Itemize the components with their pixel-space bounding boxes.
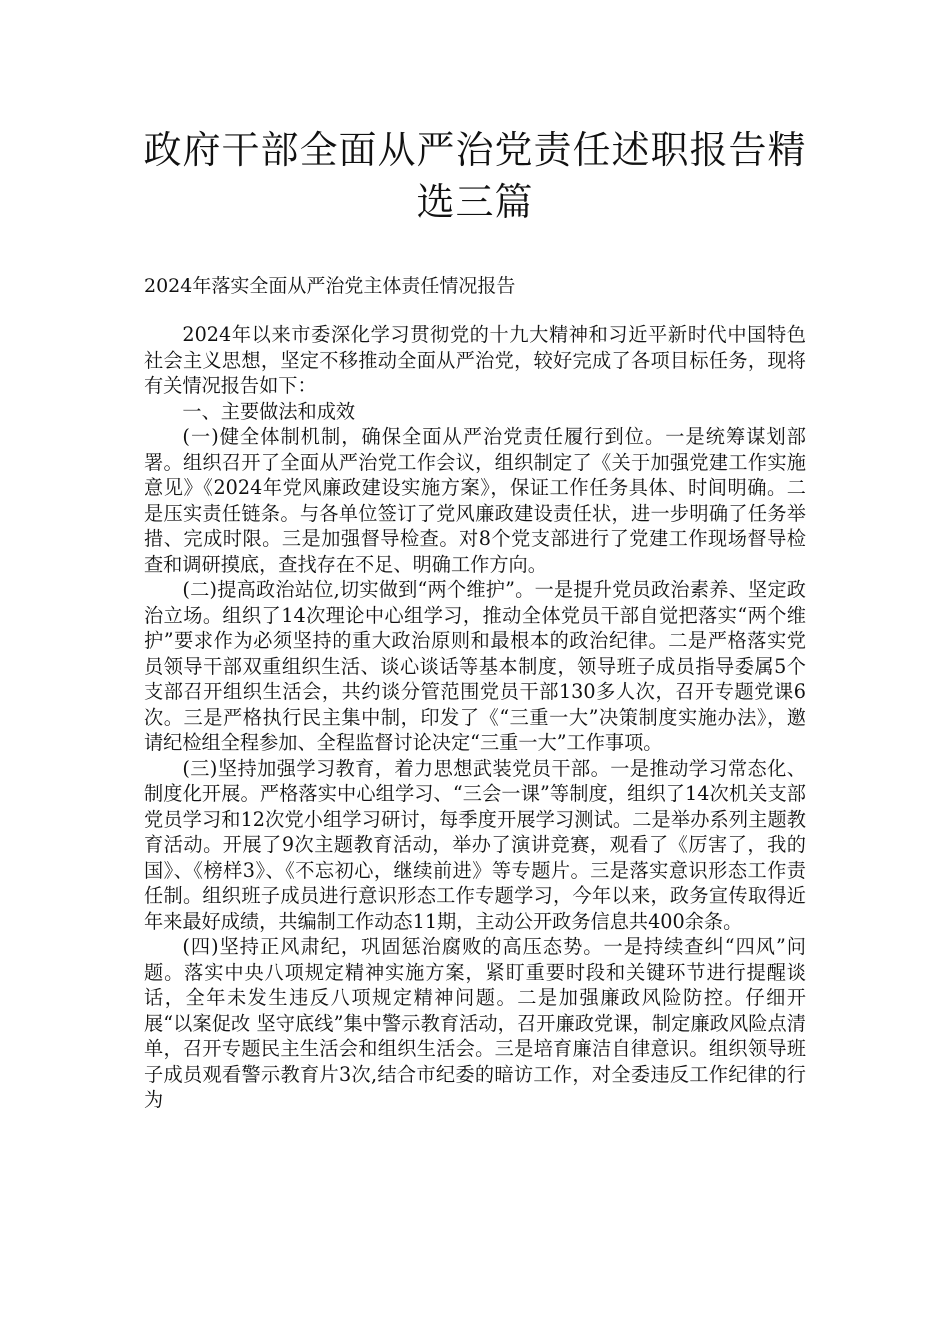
paragraph-section-1: (一)健全体制机制，确保全面从严治党责任履行到位。一是统筹谋划部署。组织召开了全面从严治党工作会议，组织制定了《关于加强党建工作实施意见》《2024年党风廉政建设实施方案》，保证工作任务具体、时间明确。二是压实责任链条。与各单位签订了党风廉政建设责任状，进一步明确了任务举措、完成时限。三是加强督导检查。对8个党支部进行了党建工作现场督导检查和调研摸底，查找存在不足、明确工作方向。	[144, 425, 806, 576]
document-title: 政府干部全面从严治党责任述职报告精选三篇	[143, 128, 807, 224]
paragraph-section-3: (三)坚持加强学习教育，着力思想武装党员干部。一是推动学习常态化、制度化开展。严格落实中心组学习、“三会一课”等制度，组织了14次机关支部党员学习和12次党小组学习研讨，每季度开展学习测试。二是举办系列主题教育活动。开展了9次主题教育活动，举办了演讲竞赛，观看了《厉害了，我的国》、《榜样3》、《不忘初心，继续前进》等专题片。三是落实意识形态工作责任制。组织班子成员进行意识形态工作专题学习，今年以来，政务宣传取得近年来最好成绩，共编制工作动态11期，主动公开政务信息共400余条。	[144, 756, 806, 933]
paragraph-intro: 2024年以来市委深化学习贯彻党的十九大精神和习近平新时代中国特色社会主义思想，坚定不移推动全面从严治党，较好完成了各项目标任务，现将有关情况报告如下：	[144, 323, 806, 397]
document-body	[144, 322, 806, 1113]
paragraph-section-2: (二)提高政治站位,切实做到“两个维护”。一是提升党员政治素养、坚定政治立场。组织了14次理论中心组学习，推动全体党员干部自觉把落实“两个维护”要求作为必须坚持的重大政治原则和最根本的政治纪律。二是严格落实党员领导干部双重组织生活、谈心谈话等基本制度，领导班子成员指导委属5个支部召开组织生活会，共约谈分管范围党员干部130多人次，召开专题党课6次。三是严格执行民主集中制，印发了《“三重一大”决策制度实施办法》，邀请纪检组全程参加、全程监督讨论决定“三重一大”工作事项。	[144, 578, 806, 754]
paragraph-section-4: (四)坚持正风肃纪，巩固惩治腐败的高压态势。一是持续查纠“四风”问题。落实中央八项规定精神实施方案，紧盯重要时段和关键环节进行提醒谈话，全年未发生违反八项规定精神问题。二是加强廉政风险防控。仔细开展“以案促改 坚守底线”集中警示教育活动，召开廉政党课，制定廉政风险点清单，召开专题民主生活会和组织生活会。三是培育廉洁自律意识。组织领导班子成员观看警示教育片3次,结合市纪委的暗访工作，对全委违反工作纪律的行为	[144, 935, 806, 1111]
document-subtitle: 2024年落实全面从严治党主体责任情况报告	[144, 275, 516, 297]
section-heading: 一、主要做法和成效	[182, 399, 356, 423]
